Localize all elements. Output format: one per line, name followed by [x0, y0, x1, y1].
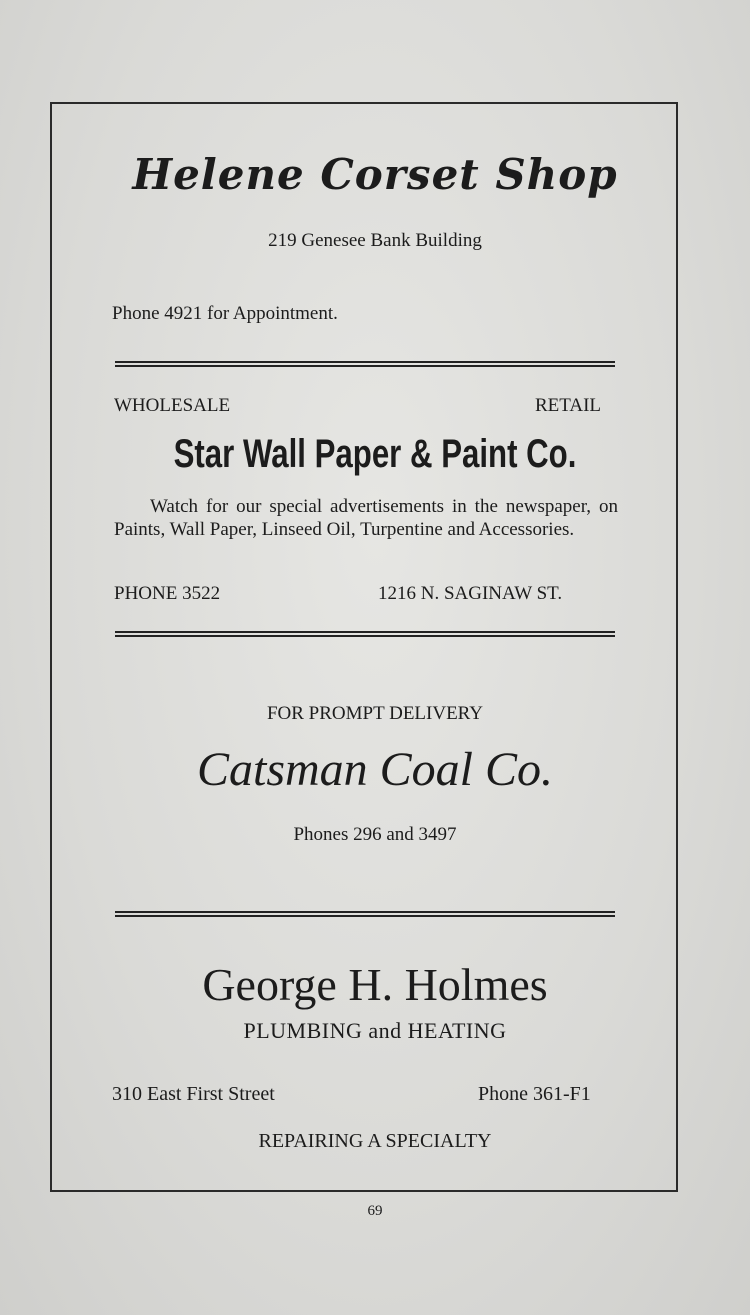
catsman-title: Catsman Coal Co. — [196, 743, 554, 796]
holmes-phone: Phone 361-F1 — [478, 1083, 591, 1105]
star-phone: PHONE 3522 — [114, 583, 221, 604]
divider-rule — [115, 631, 615, 637]
star-address: 1216 N. SAGINAW ST. — [378, 583, 563, 604]
catsman-phones: Phones 296 and 3497 — [293, 824, 457, 845]
star-retail-label: RETAIL — [535, 395, 602, 416]
divider-rule — [115, 361, 615, 367]
star-company-title: Star Wall Paper & Paint Co. — [173, 432, 577, 476]
corset-shop-title: Helene Corset Shop — [132, 150, 618, 199]
holmes-trade: PLUMBING and HEATING — [243, 1018, 507, 1043]
holmes-address: 310 East First Street — [112, 1083, 275, 1105]
corset-shop-phone: Phone 4921 for Appointment. — [112, 303, 338, 324]
star-wholesale-label: WHOLESALE — [114, 395, 231, 416]
holmes-title: George H. Holmes — [202, 959, 548, 1010]
catsman-tagline: FOR PROMPT DELIVERY — [266, 703, 484, 724]
page-number: 69 — [367, 1203, 383, 1219]
divider-rule — [115, 911, 615, 917]
holmes-specialty: REPAIRING A SPECIALTY — [258, 1130, 492, 1152]
star-description: Watch for our special advertisements in the newspaper, on Paints, Wall Paper, Linseed Oil, Turpentine and Accessories. — [114, 496, 618, 540]
corset-shop-address: 219 Genesee Bank Building — [268, 230, 482, 251]
